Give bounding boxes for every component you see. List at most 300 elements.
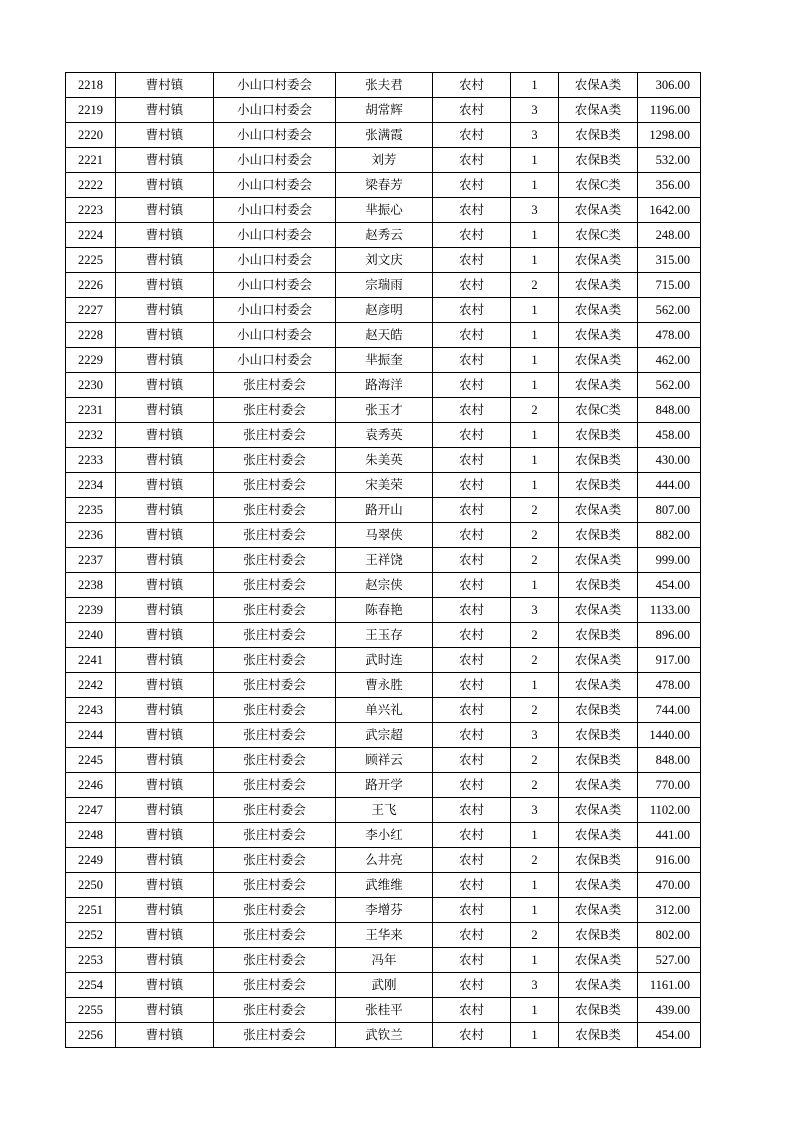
town-cell: 曹村镇: [116, 348, 214, 373]
table-row: [66, 798, 701, 823]
name-cell: 路海洋: [336, 373, 433, 398]
town-cell: 曹村镇: [116, 623, 214, 648]
village-cell: 小山口村委会: [214, 123, 336, 148]
seq-cell: 2256: [66, 1023, 116, 1048]
amount-cell: 916.00: [638, 848, 701, 873]
village-cell: 张庄村委会: [214, 848, 336, 873]
name-cell: 么井亮: [336, 848, 433, 873]
name-cell: 赵宗侠: [336, 573, 433, 598]
table-row: [66, 323, 701, 348]
type-cell: 农村: [433, 548, 511, 573]
table-row: [66, 73, 701, 98]
table-row: [66, 948, 701, 973]
table-row: [66, 673, 701, 698]
town-cell: 曹村镇: [116, 148, 214, 173]
village-cell: 张庄村委会: [214, 423, 336, 448]
town-cell: 曹村镇: [116, 698, 214, 723]
amount-cell: 532.00: [638, 148, 701, 173]
amount-cell: 478.00: [638, 673, 701, 698]
town-cell: 曹村镇: [116, 998, 214, 1023]
type-cell: 农村: [433, 323, 511, 348]
amount-cell: 848.00: [638, 398, 701, 423]
name-cell: 宗瑞雨: [336, 273, 433, 298]
seq-cell: 2242: [66, 673, 116, 698]
table-row: [66, 848, 701, 873]
name-cell: 张玉才: [336, 398, 433, 423]
amount-cell: 444.00: [638, 473, 701, 498]
insurance-class-cell: 农保C类: [559, 173, 638, 198]
count-cell: 1: [511, 898, 559, 923]
village-cell: 小山口村委会: [214, 348, 336, 373]
type-cell: 农村: [433, 1023, 511, 1048]
seq-cell: 2219: [66, 98, 116, 123]
village-cell: 张庄村委会: [214, 598, 336, 623]
name-cell: 赵彦明: [336, 298, 433, 323]
insurance-class-cell: 农保B类: [559, 998, 638, 1023]
amount-cell: 715.00: [638, 273, 701, 298]
town-cell: 曹村镇: [116, 773, 214, 798]
type-cell: 农村: [433, 823, 511, 848]
type-cell: 农村: [433, 248, 511, 273]
type-cell: 农村: [433, 173, 511, 198]
table-row: [66, 423, 701, 448]
seq-cell: 2236: [66, 523, 116, 548]
town-cell: 曹村镇: [116, 798, 214, 823]
seq-cell: 2244: [66, 723, 116, 748]
count-cell: 2: [511, 698, 559, 723]
village-cell: 张庄村委会: [214, 723, 336, 748]
type-cell: 农村: [433, 673, 511, 698]
amount-cell: 315.00: [638, 248, 701, 273]
amount-cell: 802.00: [638, 923, 701, 948]
town-cell: 曹村镇: [116, 273, 214, 298]
name-cell: 曹永胜: [336, 673, 433, 698]
insurance-class-cell: 农保C类: [559, 398, 638, 423]
count-cell: 2: [511, 398, 559, 423]
town-cell: 曹村镇: [116, 573, 214, 598]
name-cell: 李小红: [336, 823, 433, 848]
type-cell: 农村: [433, 598, 511, 623]
village-cell: 张庄村委会: [214, 773, 336, 798]
seq-cell: 2243: [66, 698, 116, 723]
insurance-class-cell: 农保A类: [559, 823, 638, 848]
village-cell: 小山口村委会: [214, 98, 336, 123]
seq-cell: 2248: [66, 823, 116, 848]
type-cell: 农村: [433, 123, 511, 148]
table-row: [66, 523, 701, 548]
town-cell: 曹村镇: [116, 848, 214, 873]
amount-cell: 458.00: [638, 423, 701, 448]
count-cell: 2: [511, 623, 559, 648]
seq-cell: 2247: [66, 798, 116, 823]
insurance-class-cell: 农保A类: [559, 373, 638, 398]
count-cell: 1: [511, 1023, 559, 1048]
seq-cell: 2250: [66, 873, 116, 898]
village-cell: 张庄村委会: [214, 898, 336, 923]
amount-cell: 1102.00: [638, 798, 701, 823]
name-cell: 胡常辉: [336, 98, 433, 123]
name-cell: 武时连: [336, 648, 433, 673]
insurance-class-cell: 农保B类: [559, 748, 638, 773]
type-cell: 农村: [433, 223, 511, 248]
seq-cell: 2231: [66, 398, 116, 423]
seq-cell: 2226: [66, 273, 116, 298]
type-cell: 农村: [433, 723, 511, 748]
name-cell: 武刚: [336, 973, 433, 998]
count-cell: 1: [511, 448, 559, 473]
table-row: [66, 548, 701, 573]
count-cell: 2: [511, 648, 559, 673]
table-row: [66, 498, 701, 523]
type-cell: 农村: [433, 998, 511, 1023]
name-cell: 王飞: [336, 798, 433, 823]
town-cell: 曹村镇: [116, 298, 214, 323]
town-cell: 曹村镇: [116, 398, 214, 423]
table-row: [66, 298, 701, 323]
amount-cell: 770.00: [638, 773, 701, 798]
insurance-class-cell: 农保B类: [559, 423, 638, 448]
table-row: [66, 98, 701, 123]
name-cell: 张桂平: [336, 998, 433, 1023]
town-cell: 曹村镇: [116, 673, 214, 698]
table-row: [66, 173, 701, 198]
town-cell: 曹村镇: [116, 223, 214, 248]
name-cell: 顾祥云: [336, 748, 433, 773]
village-cell: 张庄村委会: [214, 973, 336, 998]
amount-cell: 1133.00: [638, 598, 701, 623]
table-row: [66, 648, 701, 673]
count-cell: 1: [511, 873, 559, 898]
count-cell: 3: [511, 198, 559, 223]
insurance-class-cell: 农保A类: [559, 898, 638, 923]
type-cell: 农村: [433, 748, 511, 773]
seq-cell: 2254: [66, 973, 116, 998]
count-cell: 2: [511, 848, 559, 873]
name-cell: 张满霞: [336, 123, 433, 148]
type-cell: 农村: [433, 398, 511, 423]
table-row: [66, 923, 701, 948]
insurance-class-cell: 农保A类: [559, 548, 638, 573]
village-cell: 张庄村委会: [214, 373, 336, 398]
amount-cell: 478.00: [638, 323, 701, 348]
table-row: [66, 698, 701, 723]
town-cell: 曹村镇: [116, 723, 214, 748]
table-row: [66, 473, 701, 498]
amount-cell: 454.00: [638, 1023, 701, 1048]
village-cell: 小山口村委会: [214, 173, 336, 198]
insurance-class-cell: 农保A类: [559, 948, 638, 973]
village-cell: 张庄村委会: [214, 948, 336, 973]
table-row: [66, 198, 701, 223]
type-cell: 农村: [433, 273, 511, 298]
count-cell: 1: [511, 223, 559, 248]
town-cell: 曹村镇: [116, 323, 214, 348]
name-cell: 李增芬: [336, 898, 433, 923]
table-row: [66, 348, 701, 373]
insurance-class-cell: 农保B类: [559, 698, 638, 723]
table-row: [66, 773, 701, 798]
count-cell: 2: [511, 273, 559, 298]
name-cell: 路开山: [336, 498, 433, 523]
seq-cell: 2221: [66, 148, 116, 173]
type-cell: 农村: [433, 623, 511, 648]
village-cell: 小山口村委会: [214, 273, 336, 298]
type-cell: 农村: [433, 923, 511, 948]
seq-cell: 2255: [66, 998, 116, 1023]
village-cell: 张庄村委会: [214, 398, 336, 423]
table-row: [66, 248, 701, 273]
village-cell: 小山口村委会: [214, 198, 336, 223]
type-cell: 农村: [433, 973, 511, 998]
village-cell: 张庄村委会: [214, 923, 336, 948]
table-row: [66, 148, 701, 173]
table-row: [66, 273, 701, 298]
name-cell: 张夫君: [336, 73, 433, 98]
count-cell: 2: [511, 923, 559, 948]
amount-cell: 312.00: [638, 898, 701, 923]
seq-cell: 2240: [66, 623, 116, 648]
table-row: [66, 748, 701, 773]
count-cell: 1: [511, 248, 559, 273]
village-cell: 张庄村委会: [214, 548, 336, 573]
count-cell: 1: [511, 373, 559, 398]
count-cell: 1: [511, 573, 559, 598]
amount-cell: 527.00: [638, 948, 701, 973]
table-row: [66, 598, 701, 623]
count-cell: 1: [511, 673, 559, 698]
count-cell: 1: [511, 298, 559, 323]
seq-cell: 2223: [66, 198, 116, 223]
table-row: [66, 898, 701, 923]
type-cell: 农村: [433, 873, 511, 898]
name-cell: 宋美荣: [336, 473, 433, 498]
table-row: [66, 823, 701, 848]
count-cell: 1: [511, 473, 559, 498]
insurance-class-cell: 农保B类: [559, 448, 638, 473]
type-cell: 农村: [433, 98, 511, 123]
type-cell: 农村: [433, 73, 511, 98]
count-cell: 1: [511, 823, 559, 848]
village-cell: 张庄村委会: [214, 823, 336, 848]
amount-cell: 917.00: [638, 648, 701, 673]
name-cell: 武维维: [336, 873, 433, 898]
insurance-class-cell: 农保B类: [559, 573, 638, 598]
amount-cell: 882.00: [638, 523, 701, 548]
seq-cell: 2235: [66, 498, 116, 523]
count-cell: 2: [511, 523, 559, 548]
amount-cell: 248.00: [638, 223, 701, 248]
count-cell: 1: [511, 323, 559, 348]
village-cell: 张庄村委会: [214, 448, 336, 473]
name-cell: 武钦兰: [336, 1023, 433, 1048]
name-cell: 陈春艳: [336, 598, 433, 623]
town-cell: 曹村镇: [116, 498, 214, 523]
count-cell: 1: [511, 73, 559, 98]
town-cell: 曹村镇: [116, 248, 214, 273]
count-cell: 2: [511, 773, 559, 798]
insurance-class-cell: 农保A类: [559, 498, 638, 523]
insurance-class-cell: 农保C类: [559, 223, 638, 248]
count-cell: 1: [511, 348, 559, 373]
seq-cell: 2218: [66, 73, 116, 98]
table-row: [66, 398, 701, 423]
village-cell: 张庄村委会: [214, 698, 336, 723]
count-cell: 2: [511, 548, 559, 573]
name-cell: 路开学: [336, 773, 433, 798]
village-cell: 小山口村委会: [214, 223, 336, 248]
town-cell: 曹村镇: [116, 123, 214, 148]
insurance-class-cell: 农保A类: [559, 198, 638, 223]
village-cell: 张庄村委会: [214, 648, 336, 673]
seq-cell: 2220: [66, 123, 116, 148]
amount-cell: 1298.00: [638, 123, 701, 148]
count-cell: 2: [511, 748, 559, 773]
type-cell: 农村: [433, 448, 511, 473]
type-cell: 农村: [433, 798, 511, 823]
name-cell: 刘文庆: [336, 248, 433, 273]
seq-cell: 2253: [66, 948, 116, 973]
type-cell: 农村: [433, 348, 511, 373]
insurance-class-cell: 农保B类: [559, 1023, 638, 1048]
amount-cell: 744.00: [638, 698, 701, 723]
insurance-class-cell: 农保A类: [559, 598, 638, 623]
type-cell: 农村: [433, 898, 511, 923]
benefit-table: [65, 72, 701, 1048]
amount-cell: 1642.00: [638, 198, 701, 223]
seq-cell: 2224: [66, 223, 116, 248]
type-cell: 农村: [433, 473, 511, 498]
insurance-class-cell: 农保A类: [559, 973, 638, 998]
insurance-class-cell: 农保A类: [559, 273, 638, 298]
amount-cell: 454.00: [638, 573, 701, 598]
insurance-class-cell: 农保A类: [559, 873, 638, 898]
count-cell: 3: [511, 98, 559, 123]
type-cell: 农村: [433, 848, 511, 873]
name-cell: 朱美英: [336, 448, 433, 473]
village-cell: 张庄村委会: [214, 523, 336, 548]
amount-cell: 356.00: [638, 173, 701, 198]
type-cell: 农村: [433, 198, 511, 223]
count-cell: 3: [511, 123, 559, 148]
village-cell: 张庄村委会: [214, 873, 336, 898]
seq-cell: 2249: [66, 848, 116, 873]
seq-cell: 2241: [66, 648, 116, 673]
town-cell: 曹村镇: [116, 523, 214, 548]
village-cell: 小山口村委会: [214, 298, 336, 323]
amount-cell: 470.00: [638, 873, 701, 898]
insurance-class-cell: 农保B类: [559, 148, 638, 173]
count-cell: 1: [511, 423, 559, 448]
village-cell: 张庄村委会: [214, 573, 336, 598]
town-cell: 曹村镇: [116, 973, 214, 998]
seq-cell: 2228: [66, 323, 116, 348]
seq-cell: 2246: [66, 773, 116, 798]
name-cell: 赵秀云: [336, 223, 433, 248]
village-cell: 张庄村委会: [214, 998, 336, 1023]
town-cell: 曹村镇: [116, 198, 214, 223]
insurance-class-cell: 农保B类: [559, 473, 638, 498]
seq-cell: 2245: [66, 748, 116, 773]
amount-cell: 562.00: [638, 298, 701, 323]
table-row: [66, 573, 701, 598]
amount-cell: 439.00: [638, 998, 701, 1023]
insurance-class-cell: 农保A类: [559, 348, 638, 373]
amount-cell: 896.00: [638, 623, 701, 648]
seq-cell: 2239: [66, 598, 116, 623]
name-cell: 赵天皓: [336, 323, 433, 348]
insurance-class-cell: 农保B类: [559, 723, 638, 748]
table-body: [66, 73, 701, 1048]
amount-cell: 306.00: [638, 73, 701, 98]
type-cell: 农村: [433, 423, 511, 448]
count-cell: 3: [511, 798, 559, 823]
amount-cell: 1161.00: [638, 973, 701, 998]
town-cell: 曹村镇: [116, 823, 214, 848]
name-cell: 单兴礼: [336, 698, 433, 723]
seq-cell: 2238: [66, 573, 116, 598]
type-cell: 农村: [433, 523, 511, 548]
town-cell: 曹村镇: [116, 473, 214, 498]
town-cell: 曹村镇: [116, 748, 214, 773]
town-cell: 曹村镇: [116, 373, 214, 398]
village-cell: 小山口村委会: [214, 323, 336, 348]
name-cell: 冯年: [336, 948, 433, 973]
count-cell: 1: [511, 173, 559, 198]
amount-cell: 999.00: [638, 548, 701, 573]
amount-cell: 462.00: [638, 348, 701, 373]
name-cell: 芈振心: [336, 198, 433, 223]
seq-cell: 2252: [66, 923, 116, 948]
name-cell: 刘芳: [336, 148, 433, 173]
seq-cell: 2230: [66, 373, 116, 398]
insurance-class-cell: 农保A类: [559, 673, 638, 698]
insurance-class-cell: 农保A类: [559, 323, 638, 348]
town-cell: 曹村镇: [116, 548, 214, 573]
insurance-class-cell: 农保B类: [559, 523, 638, 548]
count-cell: 1: [511, 998, 559, 1023]
table-row: [66, 1023, 701, 1048]
town-cell: 曹村镇: [116, 173, 214, 198]
table-row: [66, 973, 701, 998]
seq-cell: 2232: [66, 423, 116, 448]
insurance-class-cell: 农保B类: [559, 848, 638, 873]
insurance-class-cell: 农保A类: [559, 773, 638, 798]
type-cell: 农村: [433, 373, 511, 398]
amount-cell: 1440.00: [638, 723, 701, 748]
name-cell: 袁秀英: [336, 423, 433, 448]
town-cell: 曹村镇: [116, 648, 214, 673]
name-cell: 王玉存: [336, 623, 433, 648]
seq-cell: 2229: [66, 348, 116, 373]
insurance-class-cell: 农保A类: [559, 73, 638, 98]
name-cell: 马翠侠: [336, 523, 433, 548]
type-cell: 农村: [433, 773, 511, 798]
village-cell: 张庄村委会: [214, 748, 336, 773]
village-cell: 张庄村委会: [214, 498, 336, 523]
type-cell: 农村: [433, 648, 511, 673]
amount-cell: 807.00: [638, 498, 701, 523]
insurance-class-cell: 农保A类: [559, 248, 638, 273]
seq-cell: 2233: [66, 448, 116, 473]
seq-cell: 2225: [66, 248, 116, 273]
name-cell: 王华来: [336, 923, 433, 948]
count-cell: 1: [511, 148, 559, 173]
name-cell: 武宗超: [336, 723, 433, 748]
town-cell: 曹村镇: [116, 598, 214, 623]
count-cell: 3: [511, 973, 559, 998]
village-cell: 张庄村委会: [214, 1023, 336, 1048]
insurance-class-cell: 农保A类: [559, 798, 638, 823]
